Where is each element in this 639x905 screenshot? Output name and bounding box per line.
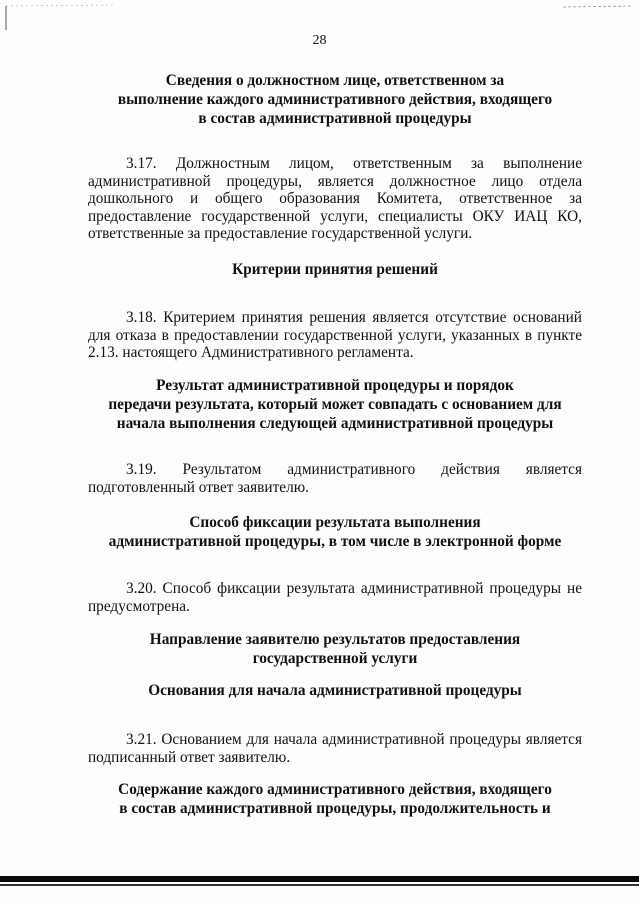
scan-bottom-border (0, 876, 639, 882)
heading-action-content: Содержание каждого административного действия, входящего в состав административной процедуры, продолжительность и (118, 781, 552, 817)
page-number: 28 (312, 33, 327, 48)
paragraph-3-21: 3.21. Основанием для начала административной процедуры является подписанный ответ заявителю. (88, 731, 582, 766)
paragraph-3-20: 3.20. Способ фиксации результата административной процедуры не предусмотрена. (88, 580, 582, 615)
heading-decision-criteria: Критерии принятия решений (232, 261, 438, 278)
heading-result-fixation: Способ фиксации результата выполнения административной процедуры, в том числе в электронной форме (108, 514, 562, 550)
heading-procedure-result: Результат административной процедуры и порядок передачи результата, который может совпадать с основанием для начала выполнения следующей административной процедуры (108, 377, 562, 432)
heading-procedure-grounds: Основания для начала административной процедуры (148, 682, 522, 699)
scan-artifact-top-right (563, 2, 633, 12)
heading-sending-results: Направление заявителю результатов предоставления государственной услуги (149, 631, 521, 667)
paragraph-3-17: 3.17. Должностным лицом, ответственным за выполнение административной процедуры, является должностное лицо отдела дошкольного и общего образования Комитета, ответственное за предоставление государственной услуги, специалисты ОКУ ИАЦ КО, ответственные за предоставление государственной услуги. (88, 155, 582, 242)
heading-official-responsible: Сведения о должностном лице, ответственном за выполнение каждого административного действия, входящего в состав административной процедуры (117, 72, 553, 127)
paragraph-3-18: 3.18. Критерием принятия решения является отсутствие оснований для отказа в предоставлении государственной услуги, указанных в пункте 2.13. настоящего Административного регламента. (88, 309, 582, 361)
scan-artifact-top-left (4, 2, 124, 32)
paragraph-3-19: 3.19. Результатом административного действия является подготовленный ответ заявителю. (88, 461, 582, 496)
scan-bottom-border-secondary (0, 884, 639, 886)
